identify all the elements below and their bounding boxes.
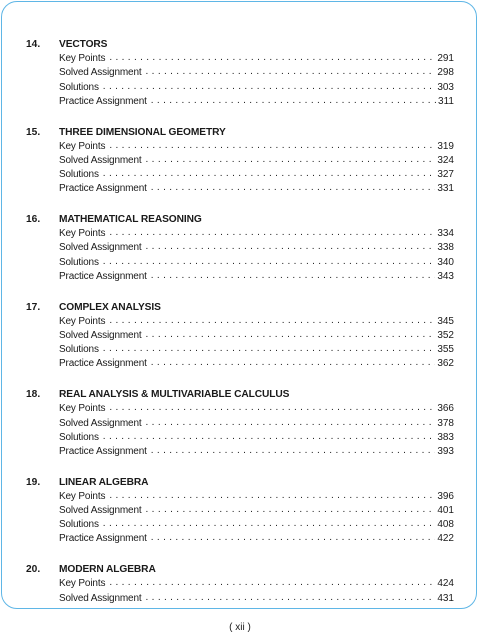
dot-leader [146, 416, 436, 430]
entry-label: Key Points [59, 403, 106, 415]
dot-leader [103, 80, 436, 94]
chapter-entries [59, 227, 454, 284]
dot-leader [103, 430, 436, 444]
entry-label: Solved Assignment [59, 505, 142, 517]
toc-entry[interactable] [59, 445, 454, 459]
entry-page-number: 352 [437, 329, 454, 341]
entry-label: Solutions [59, 169, 99, 181]
entry-page-number: 334 [437, 228, 454, 240]
dot-leader [146, 503, 436, 517]
chapter-number: 17. [26, 301, 41, 313]
entry-page-number: 362 [437, 358, 454, 370]
entry-page-number: 355 [437, 344, 454, 356]
dot-leader [151, 181, 436, 195]
chapter-number: 14. [26, 39, 41, 50]
dot-leader [146, 65, 436, 79]
chapter-heading[interactable] [26, 563, 454, 577]
entry-page-number: 298 [437, 67, 454, 79]
entry-label: Solutions [59, 519, 99, 531]
dot-leader [103, 342, 436, 356]
toc-chapter [26, 213, 454, 284]
toc-entry[interactable] [59, 357, 454, 371]
dot-leader [151, 94, 436, 108]
entry-label: Practice Assignment [59, 445, 147, 457]
toc-entry[interactable] [59, 66, 454, 80]
toc-chapter [26, 388, 454, 459]
entry-page-number: 424 [437, 578, 454, 590]
chapter-title: MATHEMATICAL REASONING [59, 214, 202, 226]
entry-page-number: 396 [437, 490, 454, 502]
entry-page-number: 291 [437, 53, 454, 65]
entry-page-number: 378 [437, 417, 454, 429]
table-of-contents [26, 38, 454, 622]
chapter-number: 18. [26, 389, 41, 401]
entry-page-number: 393 [437, 445, 454, 457]
entry-label: Key Points [59, 228, 106, 240]
entry-page-number: 383 [437, 431, 454, 443]
chapter-title: VECTORS [59, 39, 108, 50]
entry-page-number: 311 [438, 95, 454, 107]
chapter-entries [59, 490, 454, 547]
entry-label: Key Points [59, 490, 106, 502]
dot-leader [146, 591, 436, 605]
entry-page-number: 338 [437, 242, 454, 254]
dot-leader [146, 328, 436, 342]
dot-leader [109, 139, 435, 153]
entry-label: Solutions [59, 81, 99, 93]
toc-entry[interactable] [59, 417, 454, 431]
entry-label: Solved Assignment [59, 329, 142, 341]
entry-label: Solved Assignment [59, 592, 142, 604]
entry-page-number: 366 [437, 403, 454, 415]
dot-leader [109, 51, 435, 65]
entry-label: Solved Assignment [59, 417, 142, 429]
chapter-title: REAL ANALYSIS & MULTIVARIABLE CALCULUS [59, 389, 290, 401]
dot-leader [103, 517, 436, 531]
entry-label: Key Points [59, 140, 106, 152]
toc-entry[interactable] [59, 256, 454, 270]
dot-leader [103, 167, 436, 181]
chapter-number: 19. [26, 476, 41, 488]
dot-leader [151, 269, 436, 283]
entry-page-number: 343 [437, 270, 454, 282]
toc-entry[interactable] [59, 532, 454, 546]
chapter-entries [59, 140, 454, 197]
entry-label: Practice Assignment [59, 183, 147, 195]
chapter-entries [59, 577, 454, 605]
chapter-title: THREE DIMENSIONAL GEOMETRY [59, 126, 226, 138]
entry-page-number: 327 [437, 169, 454, 181]
dot-leader [103, 255, 436, 269]
toc-entry[interactable] [59, 490, 454, 504]
entry-label: Key Points [59, 315, 106, 327]
toc-entry[interactable] [59, 504, 454, 518]
toc-entry[interactable] [59, 518, 454, 532]
chapter-heading[interactable] [26, 476, 454, 490]
entry-label: Solved Assignment [59, 67, 142, 79]
dot-leader [151, 444, 436, 458]
page-number: ( xii ) [229, 622, 251, 633]
chapter-heading[interactable] [26, 38, 454, 52]
entry-page-number: 340 [437, 256, 454, 268]
entry-page-number: 431 [437, 592, 454, 604]
toc-chapter [26, 126, 454, 197]
chapter-number: 15. [26, 126, 41, 138]
chapter-number: 16. [26, 214, 41, 226]
dot-leader [109, 226, 435, 240]
chapter-entries [59, 52, 454, 109]
chapter-entries [59, 402, 454, 459]
toc-entry[interactable] [59, 270, 454, 284]
chapter-heading[interactable] [26, 388, 454, 402]
toc-entry[interactable] [59, 168, 454, 182]
entry-label: Practice Assignment [59, 358, 147, 370]
toc-entry[interactable] [59, 81, 454, 95]
entry-page-number: 408 [437, 519, 454, 531]
dot-leader [109, 576, 435, 590]
dot-leader [146, 153, 436, 167]
entry-label: Solutions [59, 431, 99, 443]
dot-leader [146, 240, 436, 254]
entry-label: Solutions [59, 344, 99, 356]
dot-leader [109, 489, 435, 503]
entry-label: Practice Assignment [59, 533, 147, 545]
entry-page-number: 319 [437, 140, 454, 152]
entry-label: Key Points [59, 53, 106, 65]
toc-entry[interactable] [59, 315, 454, 329]
chapter-title: LINEAR ALGEBRA [59, 476, 149, 488]
toc-entry[interactable] [59, 52, 454, 66]
entry-page-number: 345 [437, 315, 454, 327]
entry-label: Key Points [59, 578, 106, 590]
entry-label: Practice Assignment [59, 270, 147, 282]
toc-entry[interactable] [59, 329, 454, 343]
entry-label: Solved Assignment [59, 242, 142, 254]
toc-chapter [26, 476, 454, 547]
chapter-heading[interactable] [26, 301, 454, 315]
dot-leader [109, 401, 435, 415]
toc-entry[interactable] [59, 227, 454, 241]
entry-page-number: 331 [437, 183, 454, 195]
toc-chapter [26, 301, 454, 372]
toc-entry[interactable] [59, 402, 454, 416]
toc-entry[interactable] [59, 182, 454, 196]
dot-leader [109, 314, 435, 328]
toc-entry[interactable] [59, 343, 454, 357]
toc-entry[interactable] [59, 577, 454, 591]
dot-leader [151, 356, 436, 370]
entry-page-number: 303 [437, 81, 454, 93]
entry-page-number: 324 [437, 154, 454, 166]
toc-entry[interactable] [59, 431, 454, 445]
toc-entry[interactable] [59, 95, 454, 109]
entry-label: Solutions [59, 256, 99, 268]
toc-entry[interactable] [59, 241, 454, 255]
toc-entry[interactable] [59, 592, 454, 606]
chapter-title: MODERN ALGEBRA [59, 564, 156, 576]
chapter-number: 20. [26, 564, 41, 576]
entry-page-number: 422 [437, 533, 454, 545]
chapter-heading[interactable] [26, 213, 454, 227]
chapter-heading[interactable] [26, 126, 454, 140]
toc-chapter [26, 38, 454, 109]
entry-label: Practice Assignment [59, 95, 147, 107]
entry-page-number: 401 [437, 505, 454, 517]
dot-leader [151, 531, 436, 545]
toc-entry[interactable] [59, 140, 454, 154]
toc-entry[interactable] [59, 154, 454, 168]
chapter-title: COMPLEX ANALYSIS [59, 301, 161, 313]
entry-label: Solved Assignment [59, 154, 142, 166]
toc-chapter [26, 563, 454, 606]
chapter-entries [59, 315, 454, 372]
